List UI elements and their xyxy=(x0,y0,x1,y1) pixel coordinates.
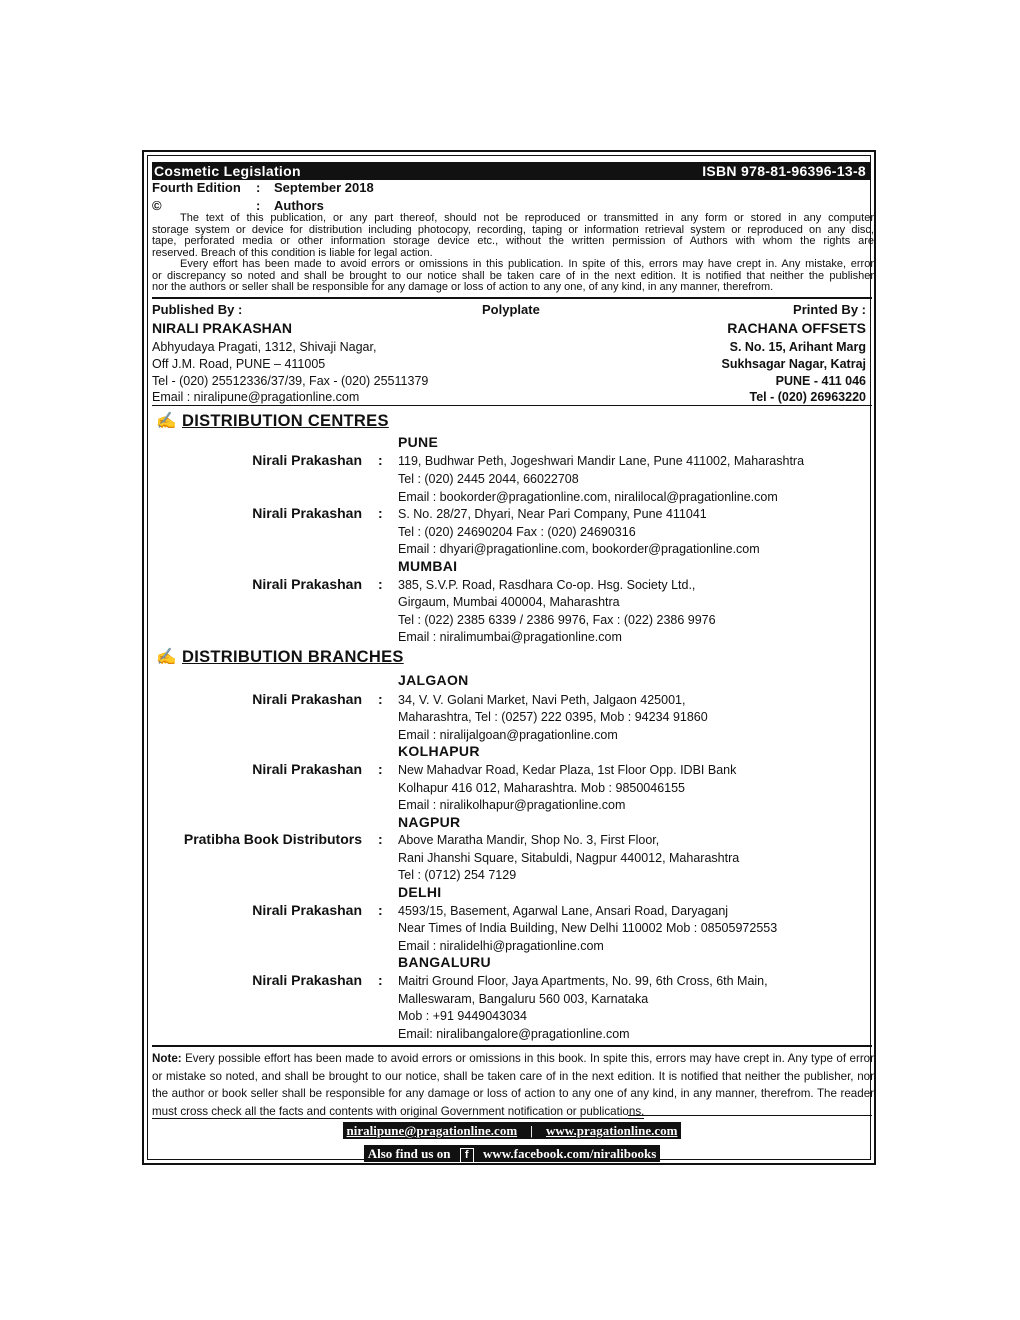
distributor-name: Nirali Prakashan xyxy=(252,576,362,592)
footer-facebook-url[interactable]: www.facebook.com/niralibooks xyxy=(482,1146,657,1161)
address-line: 34, V. V. Golani Market, Navi Peth, Jalgaon 425001, xyxy=(398,693,686,707)
facebook-icon[interactable]: f xyxy=(460,1148,474,1163)
address-line: Above Maratha Mandir, Shop No. 3, First Floor, xyxy=(398,833,660,847)
address-line: Rani Jhanshi Square, Sitabuldi, Nagpur 440012, Maharashtra xyxy=(398,851,740,865)
polyplate-label: Polyplate xyxy=(482,302,540,317)
edition-colon: : xyxy=(256,180,261,195)
note-block xyxy=(152,1050,874,1120)
note-line: the author or book seller shall be responsible for any damage or loss of action to any one of any kind, in any manner, therefrom. The reader xyxy=(152,1087,874,1100)
printer-address-line: Sukhsagar Nagar, Katraj xyxy=(721,357,866,371)
separator-colon: : xyxy=(378,691,383,707)
distributor-name: Nirali Prakashan xyxy=(252,691,362,707)
address-line: Malleswaram, Bangaluru 560 003, Karnataka xyxy=(398,992,649,1006)
footer-social-box xyxy=(364,1145,661,1162)
rights-line: The text of this publication, or any part thereof, should not be reproduced or transmitted in any form or stored in any computer xyxy=(180,212,874,224)
publisher-email: Email : niralipune@pragationline.com xyxy=(152,390,360,404)
phone-line: Tel : (0712) 254 7129 xyxy=(398,868,517,882)
address-line: New Mahadvar Road, Kedar Plaza, 1st Floor Opp. IDBI Bank xyxy=(398,763,737,777)
writing-hand-icon: ✍ xyxy=(156,648,177,666)
city-heading: PUNE xyxy=(398,434,439,450)
rights-line: or discrepancy so noted and shall be brought to our notice shall be taken care of in the next edition. It is notified that neither the publisher xyxy=(152,269,874,282)
rights-line: tape, perforated media or other information storage device etc., without the written permission of Authors with whom the rights are xyxy=(152,235,874,247)
rights-line: reserved. Breach of this condition is liable for legal action. xyxy=(152,246,433,259)
email-line: Email: niralibangalore@pragationline.com xyxy=(398,1027,630,1041)
city-heading: BANGALURU xyxy=(398,954,491,970)
city-heading: MUMBAI xyxy=(398,558,458,574)
city-heading: KOLHAPUR xyxy=(398,743,480,759)
distributor-name: Nirali Prakashan xyxy=(252,452,362,468)
printer-address-line: S. No. 15, Arihant Marg xyxy=(729,340,866,354)
address-line: Girgaum, Mumbai 400004, Maharashtra xyxy=(398,595,620,609)
email-line: Email : niralijalgoan@pragationline.com xyxy=(398,728,618,742)
footer-contact-row xyxy=(148,1123,876,1139)
note-line: Every possible effort has been made to avoid errors or omissions in this book. In spite this, errors may have crept in. Any type of error xyxy=(181,1052,874,1065)
separator-colon: : xyxy=(378,761,383,777)
address-line: 385, S.V.P. Road, Rasdhara Co-op. Hsg. Society Ltd., xyxy=(398,578,696,592)
divider xyxy=(152,1045,872,1047)
footer-find-label: Also find us on xyxy=(367,1146,451,1161)
publisher-address-line: Off J.M. Road, PUNE – 411005 xyxy=(152,357,326,371)
printer-phone: Tel - (020) 26963220 xyxy=(749,390,866,404)
distribution-centres-heading: ✍ DISTRIBUTION CENTRES xyxy=(156,412,389,430)
separator-colon: : xyxy=(378,831,383,847)
rights-line: Every effort has been made to avoid errors or omissions in this publication. In spite of this, errors may have crept in. Any mistake, error xyxy=(180,258,874,270)
footer-separator: | xyxy=(530,1123,534,1138)
note-line: or mistake so noted, and shall be brought to our notice, shall be taken care of in the next edition. It is notified that neither the publisher, nor xyxy=(152,1069,874,1083)
isbn: ISBN 978-81-96396-13-8 xyxy=(702,163,866,179)
distributor-name: Pratibha Book Distributors xyxy=(183,831,362,847)
city-heading: JALGAON xyxy=(398,672,469,688)
address-line: Maharashtra, Tel : (0257) 222 0395, Mob : 94234 91860 xyxy=(398,710,708,724)
address-line: 4593/15, Basement, Agarwal Lane, Ansari Road, Daryaganj xyxy=(398,904,729,918)
email-line: Email : bookorder@pragationline.com, niralilocal@pragationline.com xyxy=(398,490,778,504)
email-line: Email : niralikolhapur@pragationline.com xyxy=(398,798,626,812)
book-title: Cosmetic Legislation xyxy=(154,163,301,179)
publisher-address-line: Abhyudaya Pragati, 1312, Shivaji Nagar, xyxy=(152,340,377,354)
address-line: Kolhapur 416 012, Maharashtra. Mob : 9850046155 xyxy=(398,781,686,795)
separator-colon: : xyxy=(378,972,383,988)
phone-line: Tel : (022) 2385 6339 / 2386 9976, Fax : (022) 2386 9976 xyxy=(398,613,716,627)
imprint-frame xyxy=(142,150,876,1165)
email-line: Email : niralidelhi@pragationline.com xyxy=(398,939,604,953)
email-line: Email : dhyari@pragationline.com, bookorder@pragationline.com xyxy=(398,542,760,556)
footer-social-row xyxy=(148,1146,876,1163)
copyright-holder: Authors xyxy=(274,198,324,213)
printer-address-line: PUNE - 411 046 xyxy=(775,374,866,388)
distributor-name: Nirali Prakashan xyxy=(252,972,362,988)
writing-hand-icon: ✍ xyxy=(156,412,177,430)
separator-colon: : xyxy=(378,576,383,592)
separator-colon: : xyxy=(378,505,383,521)
publisher-phone: Tel - (020) 25512336/37/39, Fax - (020) 25511379 xyxy=(152,374,429,388)
footer-contact-box xyxy=(343,1122,682,1139)
rights-line: nor the authors or seller shall be responsible for any damage or loss of action to any one, of any kind, in any manner, therefrom. xyxy=(152,281,774,293)
address-line: Near Times of India Building, New Delhi 110002 Mob : 08505972553 xyxy=(398,921,778,935)
address-line: S. No. 28/27, Dhyari, Near Pari Company, Pune 411041 xyxy=(398,507,707,521)
distributor-name: Nirali Prakashan xyxy=(252,761,362,777)
distribution-branches-heading: ✍ DISTRIBUTION BRANCHES xyxy=(156,648,404,666)
divider xyxy=(152,297,872,299)
separator-colon: : xyxy=(378,452,383,468)
copyright-colon: : xyxy=(256,198,261,213)
printed-by-label: Printed By : xyxy=(793,302,866,317)
edition-value: September 2018 xyxy=(274,180,374,195)
city-heading: NAGPUR xyxy=(398,814,461,830)
email-line: Email : niralimumbai@pragationline.com xyxy=(398,630,622,644)
imprint-inner-frame xyxy=(147,155,874,1161)
distributor-name: Nirali Prakashan xyxy=(252,902,362,918)
publisher-name: NIRALI PRAKASHAN xyxy=(152,320,292,336)
rights-line: storage system or device for distribution including photocopy, recording, taping or information retrieval system or reproduced on any disc, xyxy=(152,223,874,236)
phone-line: Tel : (020) 24690204 Fax : (020) 24690316 xyxy=(398,525,636,539)
divider xyxy=(628,1115,872,1116)
divider xyxy=(152,405,872,406)
separator-colon: : xyxy=(378,902,383,918)
edition-label: Fourth Edition xyxy=(152,180,241,195)
copyright-symbol: © xyxy=(152,198,162,213)
city-heading: DELHI xyxy=(398,884,442,900)
address-line: Maitri Ground Floor, Jaya Apartments, No. 99, 6th Cross, 6th Main, xyxy=(398,974,768,988)
address-line: 119, Budhwar Peth, Jogeshwari Mandir Lane, Pune 411002, Maharashtra xyxy=(398,454,805,468)
distributor-name: Nirali Prakashan xyxy=(252,505,362,521)
phone-line: Mob : +91 9449043034 xyxy=(398,1009,527,1023)
published-by-label: Published By : xyxy=(152,302,243,317)
title-bar xyxy=(152,162,870,180)
footer-website[interactable]: www.pragationline.com xyxy=(546,1123,678,1138)
footer-email[interactable]: niralipune@pragationline.com xyxy=(346,1123,518,1138)
printer-name: RACHANA OFFSETS xyxy=(727,320,866,336)
phone-line: Tel : (020) 2445 2044, 66022708 xyxy=(398,472,579,486)
note-label: Note: xyxy=(152,1052,182,1065)
rights-notice xyxy=(152,213,874,294)
note-line: must cross check all the facts and contents with original Government notification or publications. xyxy=(152,1104,645,1118)
